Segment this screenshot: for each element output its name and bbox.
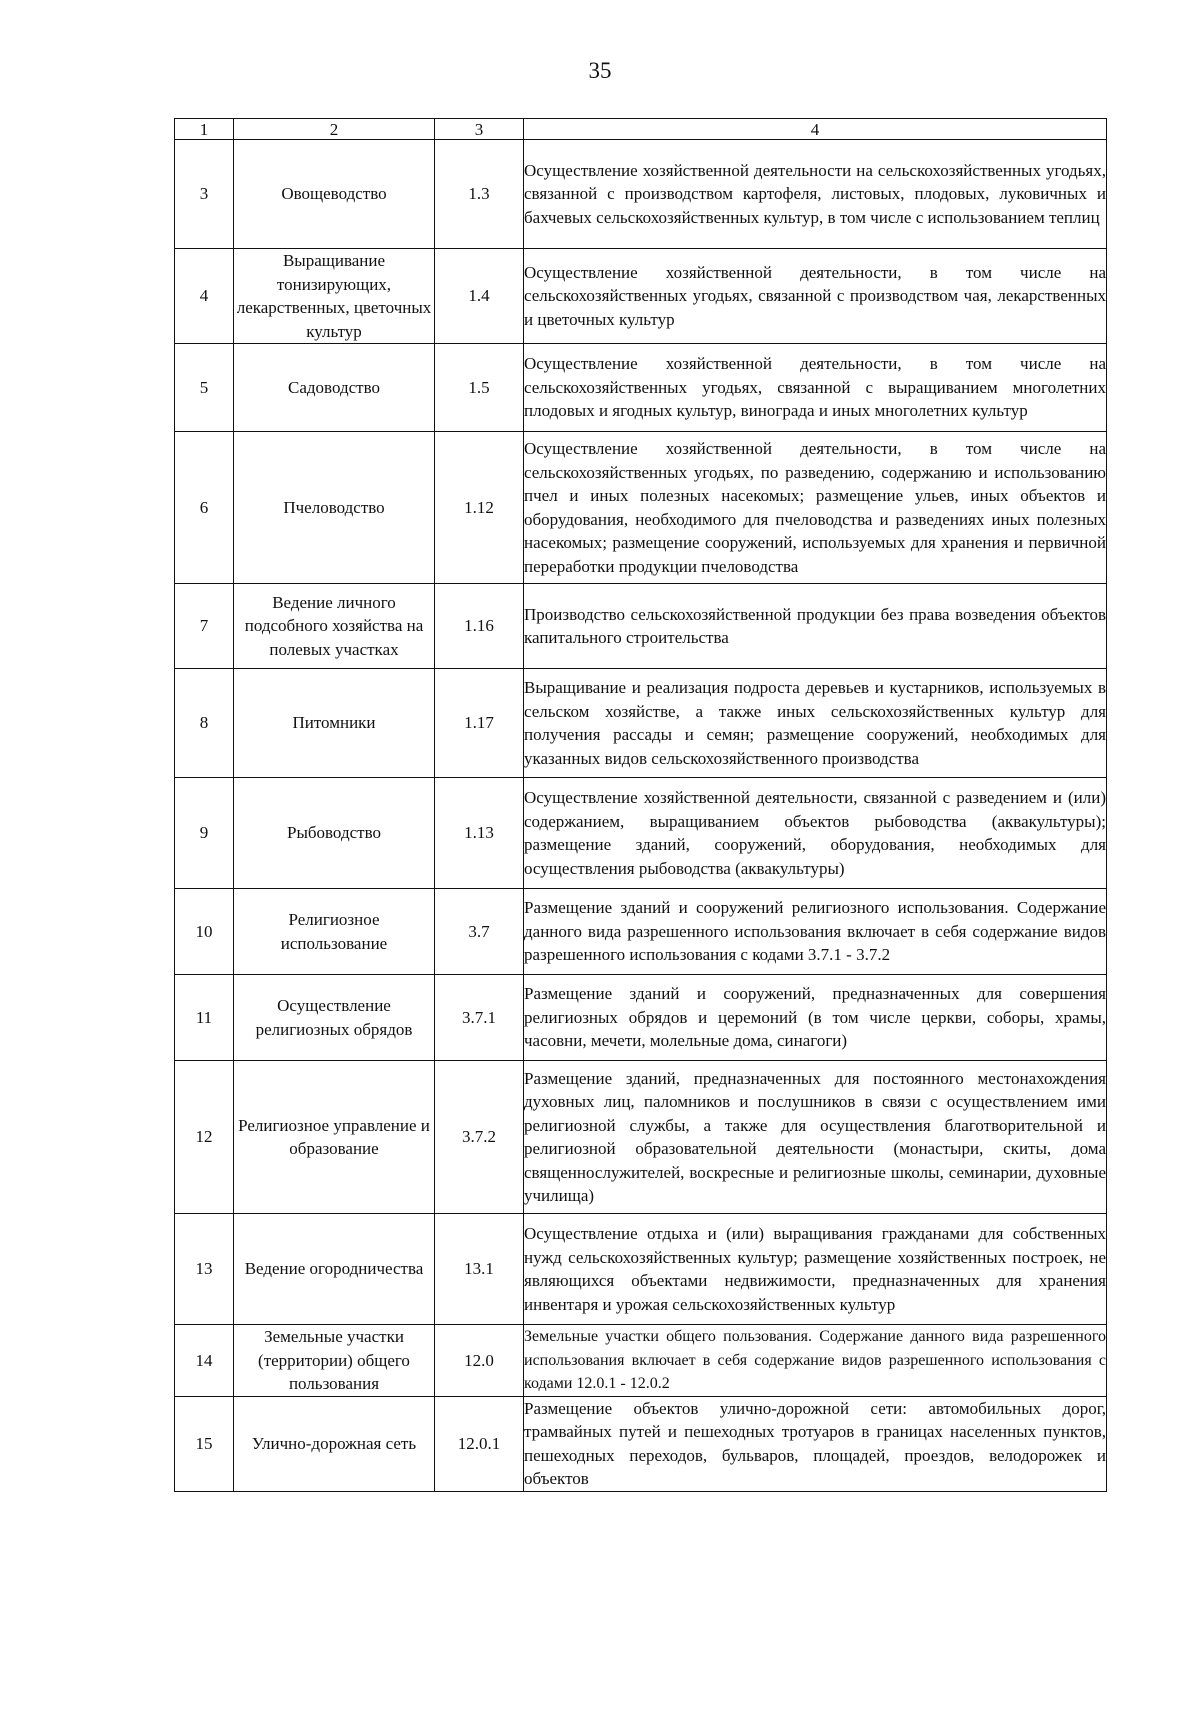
row-code: 12.0.1 xyxy=(435,1396,524,1491)
row-description: Размещение объектов улично-дорожной сети: автомобильных дорог, трамвайных путей и пешеходных тротуаров в границах населенных пунктов, пешеходных переходов, бульваров, площадей, проездов, велодорожек и объектов xyxy=(524,1396,1107,1491)
row-description: Земельные участки общего пользования. Содержание данного вида разрешенного использования включает в себя содержание видов разрешенного использования с кодами 12.0.1 - 12.0.2 xyxy=(524,1325,1107,1397)
land-use-table xyxy=(174,118,1107,1492)
row-number: 12 xyxy=(175,1061,234,1214)
header-col-1: 1 xyxy=(175,119,234,140)
row-code: 1.3 xyxy=(435,140,524,249)
table-row xyxy=(175,140,1107,249)
row-name: Овощеводство xyxy=(234,140,435,249)
row-number: 10 xyxy=(175,889,234,975)
row-number: 11 xyxy=(175,975,234,1061)
table-row xyxy=(175,975,1107,1061)
row-code: 3.7.2 xyxy=(435,1061,524,1214)
row-code: 1.17 xyxy=(435,669,524,778)
header-row xyxy=(175,119,1107,140)
row-description: Осуществление хозяйственной деятельности, связанной с разведением и (или) содержанием, выращиванием объектов рыбоводства (аквакультуры); размещение зданий, сооружений, оборудования, необходимых для осуществления рыбоводства (аквакультуры) xyxy=(524,778,1107,889)
row-number: 9 xyxy=(175,778,234,889)
row-number: 7 xyxy=(175,584,234,669)
table-row xyxy=(175,432,1107,584)
table-row xyxy=(175,1396,1107,1491)
row-code: 13.1 xyxy=(435,1214,524,1325)
row-number: 15 xyxy=(175,1396,234,1491)
table-row xyxy=(175,669,1107,778)
row-code: 1.12 xyxy=(435,432,524,584)
row-number: 3 xyxy=(175,140,234,249)
row-description: Размещение зданий и сооружений религиозного использования. Содержание данного вида разрешенного использования включает в себя содержание видов разрешенного использования с кодами 3.7.1 - 3.7.2 xyxy=(524,889,1107,975)
header-col-2: 2 xyxy=(234,119,435,140)
page-number: 35 xyxy=(588,58,612,83)
row-name: Религиозное управление и образование xyxy=(234,1061,435,1214)
row-name: Ведение огородничества xyxy=(234,1214,435,1325)
table-row xyxy=(175,1061,1107,1214)
table-row xyxy=(175,1214,1107,1325)
row-code: 3.7 xyxy=(435,889,524,975)
row-code: 3.7.1 xyxy=(435,975,524,1061)
row-number: 5 xyxy=(175,344,234,432)
row-number: 14 xyxy=(175,1325,234,1397)
row-code: 12.0 xyxy=(435,1325,524,1397)
row-number: 13 xyxy=(175,1214,234,1325)
row-name: Улично-дорожная сеть xyxy=(234,1396,435,1491)
row-name: Осуществление религиозных обрядов xyxy=(234,975,435,1061)
table-row xyxy=(175,249,1107,344)
header-col-4: 4 xyxy=(524,119,1107,140)
row-description: Осуществление хозяйственной деятельности на сельскохозяйственных угодьях, связанной с производством картофеля, листовых, плодовых, луковичных и бахчевых сельскохозяйственных культур, в том числе с использованием теплиц xyxy=(524,140,1107,249)
row-number: 6 xyxy=(175,432,234,584)
header-col-3: 3 xyxy=(435,119,524,140)
row-name: Выращивание тонизирующих, лекарственных, цветочных культур xyxy=(234,249,435,344)
row-name: Религиозное использование xyxy=(234,889,435,975)
table-row xyxy=(175,584,1107,669)
row-name: Земельные участки (территории) общего пользования xyxy=(234,1325,435,1397)
row-name: Питомники xyxy=(234,669,435,778)
row-name: Ведение личного подсобного хозяйства на полевых участках xyxy=(234,584,435,669)
table-row xyxy=(175,778,1107,889)
table-body xyxy=(175,119,1107,1492)
row-name: Рыбоводство xyxy=(234,778,435,889)
row-description: Осуществление отдыха и (или) выращивания гражданами для собственных нужд сельскохозяйственных культур; размещение хозяйственных построек, не являющихся объектами недвижимости, предназначенных для хранения инвентаря и урожая сельскохозяйственных культур xyxy=(524,1214,1107,1325)
row-description: Выращивание и реализация подроста деревьев и кустарников, используемых в сельском хозяйстве, а также иных сельскохозяйственных культур для получения рассады и семян; размещение сооружений, необходимых для указанных видов сельскохозяйственного производства xyxy=(524,669,1107,778)
row-code: 1.13 xyxy=(435,778,524,889)
row-number: 8 xyxy=(175,669,234,778)
row-number: 4 xyxy=(175,249,234,344)
row-code: 1.4 xyxy=(435,249,524,344)
table-row xyxy=(175,344,1107,432)
table-row xyxy=(175,1325,1107,1397)
row-description: Осуществление хозяйственной деятельности, в том числе на сельскохозяйственных угодьях, связанной с производством чая, лекарственных и цветочных культур xyxy=(524,249,1107,344)
row-description: Осуществление хозяйственной деятельности, в том числе на сельскохозяйственных угодьях, связанной с выращиванием многолетних плодовых и ягодных культур, винограда и иных многолетних культур xyxy=(524,344,1107,432)
table-row xyxy=(175,889,1107,975)
row-description: Размещение зданий, предназначенных для постоянного местонахождения духовных лиц, паломников и послушников в связи с осуществлением ими религиозной службы, а также для осуществления благотворительной и религиозной образовательной деятельности (монастыри, скиты, дома священнослужителей, воскресные и религиозные школы, семинарии, духовные училища) xyxy=(524,1061,1107,1214)
row-description: Производство сельскохозяйственной продукции без права возведения объектов капитального строительства xyxy=(524,584,1107,669)
row-description: Размещение зданий и сооружений, предназначенных для совершения религиозных обрядов и церемоний (в том числе церкви, соборы, храмы, часовни, мечети, молельные дома, синагоги) xyxy=(524,975,1107,1061)
row-code: 1.16 xyxy=(435,584,524,669)
row-name: Пчеловодство xyxy=(234,432,435,584)
row-code: 1.5 xyxy=(435,344,524,432)
row-description: Осуществление хозяйственной деятельности, в том числе на сельскохозяйственных угодьях, по разведению, содержанию и использованию пчел и иных полезных насекомых; размещение ульев, иных объектов и оборудования, необходимого для пчеловодства и разведениях иных полезных насекомых; размещение сооружений, используемых для хранения и первичной переработки продукции пчеловодства xyxy=(524,432,1107,584)
row-name: Садоводство xyxy=(234,344,435,432)
